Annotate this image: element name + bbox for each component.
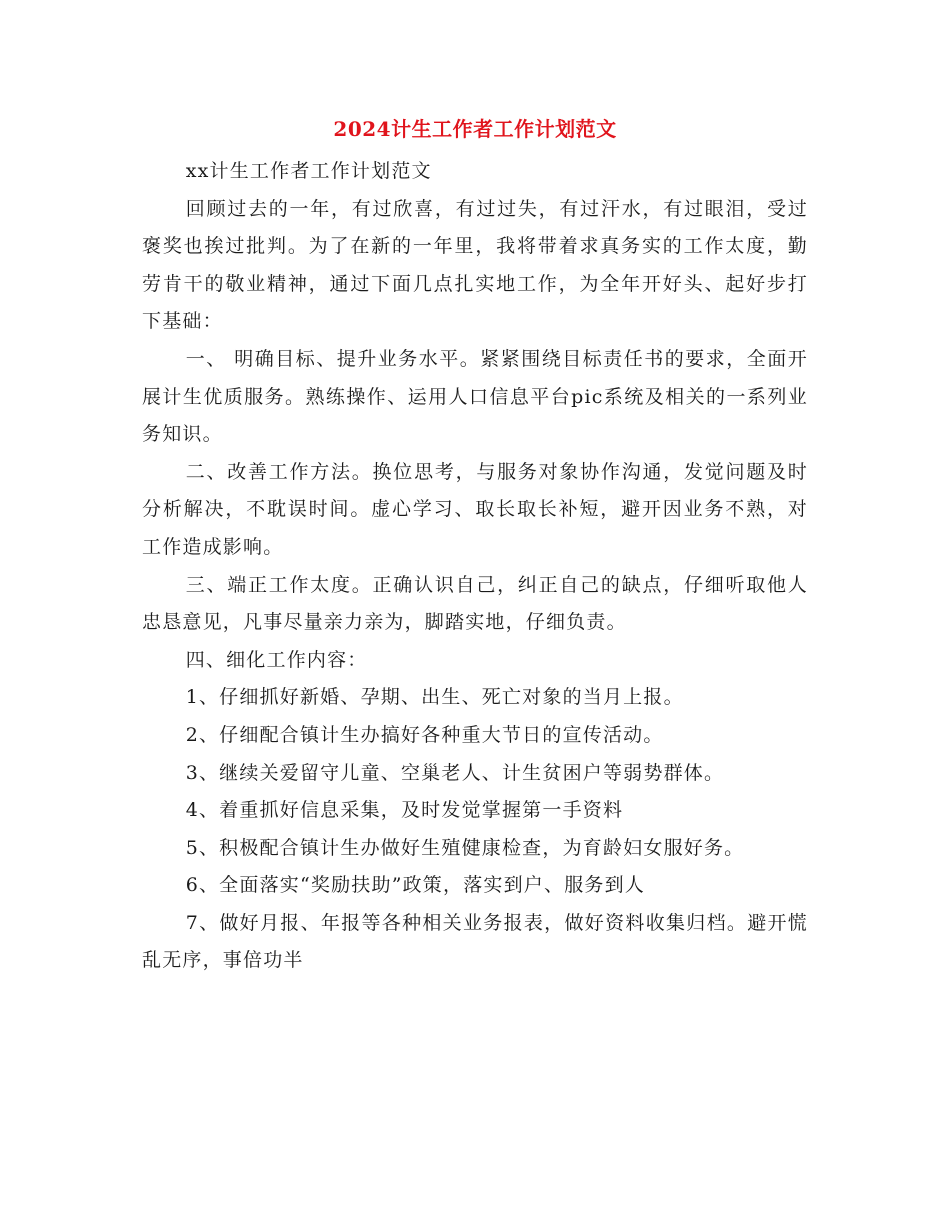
- document-title: 2024计生工作者工作计划范文: [333, 117, 617, 141]
- paragraph-point-2: 二、改善工作方法。换位思考，与服务对象协作沟通，发觉问题及时分析解决，不耽误时间。虚心学习、取长取长补短，避开因业务不熟，对工作造成影响。: [142, 460, 808, 558]
- list-item: 1、仔细抓好新婚、孕期、出生、死亡对象的当月上报。: [185, 686, 684, 709]
- paragraph-point-3: 三、端正工作太度。正确认识自己，纠正自己的缺点，仔细听取他人忠恳意见，凡事尽量亲力亲为，脚踏实地，仔细负责。: [142, 573, 808, 634]
- paragraph-intro: 回顾过去的一年，有过欣喜，有过过失，有过汗水，有过眼泪，受过褒奖也挨过批判。为了在新的一年里，我将带着求真务实的工作太度，勤劳肯干的敬业精神，通过下面几点扎实地工作，为全年开好头、起好步打下基础：: [142, 197, 808, 333]
- paragraph-subtitle: xx计生工作者工作计划范文: [185, 160, 432, 182]
- paragraph-point-4-heading: 四、细化工作内容：: [185, 648, 368, 671]
- document-body: [142, 153, 808, 980]
- list-item: 6、全面落实“奖励扶助”政策，落实到户、服务到人: [185, 874, 646, 897]
- list-item: 4、着重抓好信息采集，及时发觉掌握第一手资料: [185, 799, 624, 822]
- list-item: 7、做好月报、年报等各种相关业务报表，做好资料收集归档。避开慌乱无序，事倍功半: [142, 911, 808, 972]
- list-item: 2、仔细配合镇计生办搞好各种重大节日的宣传活动。: [185, 723, 664, 746]
- list-item: 3、继续关爱留守儿童、空巢老人、计生贫困户等弱势群体。: [185, 761, 725, 784]
- list-item: 5、积极配合镇计生办做好生殖健康检查，为育龄妇女服好务。: [185, 836, 745, 859]
- paragraph-point-1: 一、 明确目标、提升业务水平。紧紧围绕目标责任书的要求，全面开展计生优质服务。熟练操作、运用人口信息平台pic系统及相关的一系列业务知识。: [142, 347, 808, 446]
